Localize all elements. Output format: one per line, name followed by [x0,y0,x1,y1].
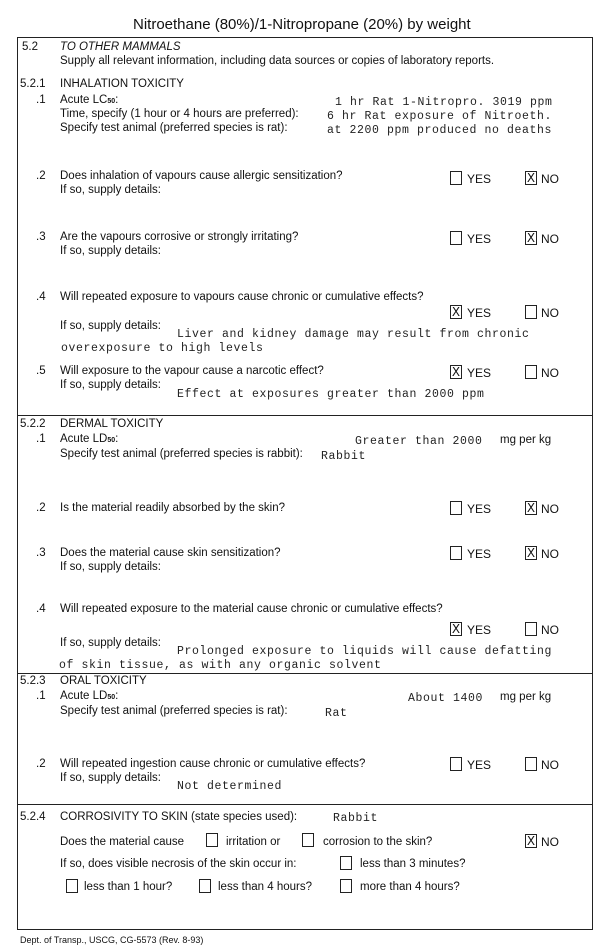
section-intro: Supply all relevant information, including data sources or copies of laboratory reports. [60,55,495,67]
no-label: NO [541,623,559,637]
item-number: .4 [36,603,46,615]
subsection-number: 5.2.4 [20,811,46,823]
yes-checkbox[interactable] [450,501,462,515]
test-animal-value: Rat [325,707,348,720]
no-checkbox[interactable] [525,305,537,319]
item-number: .4 [36,291,46,303]
form-footer: Dept. of Transp., USCG, CG-5573 (Rev. 8-93) [20,935,204,945]
less-than-3-minutes-label: less than 3 minutes? [360,858,466,870]
acute-subscript: 50 [107,437,116,444]
question-text: Are the vapours corrosive or strongly irritating? [60,231,299,243]
no-label: NO [541,835,559,849]
item-number: .2 [36,502,46,514]
question-text: Will repeated ingestion cause chronic or cumulative effects? [60,758,366,770]
yes-checkbox[interactable] [450,546,462,560]
test-animal-label: Specify test animal (preferred species is rabbit): [60,448,303,460]
irritation-checkbox[interactable] [206,833,218,847]
yes-checkbox[interactable] [450,231,462,245]
corrosion-label: corrosion to the skin? [323,836,433,848]
details-label: If so, supply details: [60,320,161,332]
no-label: NO [541,502,559,516]
item-number: .3 [36,547,46,559]
subsection-title: ORAL TOXICITY [60,675,147,687]
no-checkbox-checked[interactable]: X [526,546,536,560]
less-than-3-minutes-checkbox[interactable] [340,856,352,870]
details-answer: Prolonged exposure to liquids will cause defatting [177,645,553,658]
acute-ld-value: About 1400 [408,692,484,705]
subsection-title: CORROSIVITY TO SKIN (state species used): [60,811,298,823]
no-checkbox-checked[interactable]: X [526,834,536,848]
yes-label: YES [467,502,492,516]
yes-label: YES [467,366,492,380]
no-checkbox[interactable] [525,757,537,771]
less-than-4-hours-checkbox[interactable] [199,879,211,893]
acute-ld-label: Acute LD50: [60,690,119,702]
subsection-title: DERMAL TOXICITY [60,418,164,430]
question-text: If so, does visible necrosis of the skin occur in: [60,858,297,870]
irritation-label: irritation or [226,836,281,848]
details-answer: Liver and kidney damage may result from chronic [177,328,530,341]
question-text: Does the material cause skin sensitization? [60,547,281,559]
no-label: NO [541,366,559,380]
no-label: NO [541,547,559,561]
divider [17,415,593,416]
more-than-4-hours-label: more than 4 hours? [360,881,460,893]
yes-label: YES [467,172,492,186]
no-label: NO [541,758,559,772]
yes-checkbox[interactable] [450,171,462,185]
acute-subscript: 50 [107,694,116,701]
item-number: .2 [36,170,46,182]
less-than-1-hour-checkbox[interactable] [66,879,78,893]
acute-ld-value: Greater than 2000 [355,435,483,448]
details-answer: Effect at exposures greater than 2000 ppm [177,388,485,401]
no-label: NO [541,232,559,246]
test-animal-value: at 2200 ppm produced no deaths [327,124,553,137]
acute-lc-label: Acute LC50: [60,94,119,106]
yes-checkbox[interactable] [450,757,462,771]
question-text: Is the material readily absorbed by the skin? [60,502,286,514]
acute-ld-unit: mg per kg [500,434,552,446]
less-than-4-hours-label: less than 4 hours? [218,881,312,893]
subsection-number: 5.2.2 [20,418,46,430]
question-text: Does the material cause [60,836,185,848]
less-than-1-hour-label: less than 1 hour? [84,881,173,893]
no-checkbox-checked[interactable]: X [526,171,536,185]
item-number: .1 [36,433,46,445]
item-number: .5 [36,365,46,377]
item-number: .1 [36,94,46,106]
species-value: Rabbit [333,812,379,825]
divider [17,673,593,674]
details-answer: Not determined [177,780,283,793]
yes-checkbox-checked[interactable]: X [451,622,461,636]
acute-ld-unit: mg per kg [500,691,552,703]
details-answer: of skin tissue, as with any organic solvent [59,659,382,672]
no-checkbox-checked[interactable]: X [526,501,536,515]
question-text: Will repeated exposure to vapours cause chronic or cumulative effects? [60,291,424,303]
subsection-number: 5.2.3 [20,675,46,687]
details-answer: overexposure to high levels [61,342,264,355]
question-text: Will repeated exposure to the material cause chronic or cumulative effects? [60,603,443,615]
acute-lc-value: 1 hr Rat 1-Nitropro. 3019 ppm [335,96,553,109]
section-number: 5.2 [22,41,38,53]
yes-label: YES [467,623,492,637]
time-label: Time, specify (1 hour or 4 hours are preferred): [60,108,299,120]
details-label: If so, supply details: [60,379,161,391]
question-text: Does inhalation of vapours cause allergic sensitization? [60,170,343,182]
no-checkbox-checked[interactable]: X [526,231,536,245]
no-checkbox[interactable] [525,365,537,379]
test-animal-label: Specify test animal (preferred species is rat): [60,705,288,717]
no-label: NO [541,172,559,186]
no-checkbox[interactable] [525,622,537,636]
details-label: If so, supply details: [60,637,161,649]
page-title: Nitroethane (80%)/1-Nitropropane (20%) by weight [133,16,471,33]
divider [17,804,593,805]
subsection-title: INHALATION TOXICITY [60,78,184,90]
yes-checkbox-checked[interactable]: X [451,365,461,379]
details-label: If so, supply details: [60,561,161,573]
test-animal-label: Specify test animal (preferred species is rat): [60,122,288,134]
test-animal-value: Rabbit [321,450,367,463]
item-number: .1 [36,690,46,702]
subsection-number: 5.2.1 [20,78,46,90]
yes-checkbox-checked[interactable]: X [451,305,461,319]
section-title: TO OTHER MAMMALS [60,41,181,53]
time-value: 6 hr Rat exposure of Nitroeth. [327,110,553,123]
acute-subscript: 50 [107,98,116,105]
no-label: NO [541,306,559,320]
details-label: If so, supply details: [60,772,161,784]
yes-label: YES [467,758,492,772]
details-label: If so, supply details: [60,245,161,257]
yes-label: YES [467,232,492,246]
corrosion-checkbox[interactable] [302,833,314,847]
question-text: Will exposure to the vapour cause a narcotic effect? [60,365,324,377]
item-number: .3 [36,231,46,243]
yes-label: YES [467,547,492,561]
more-than-4-hours-checkbox[interactable] [340,879,352,893]
yes-label: YES [467,306,492,320]
acute-ld-label: Acute LD50: [60,433,119,445]
item-number: .2 [36,758,46,770]
details-label: If so, supply details: [60,184,161,196]
